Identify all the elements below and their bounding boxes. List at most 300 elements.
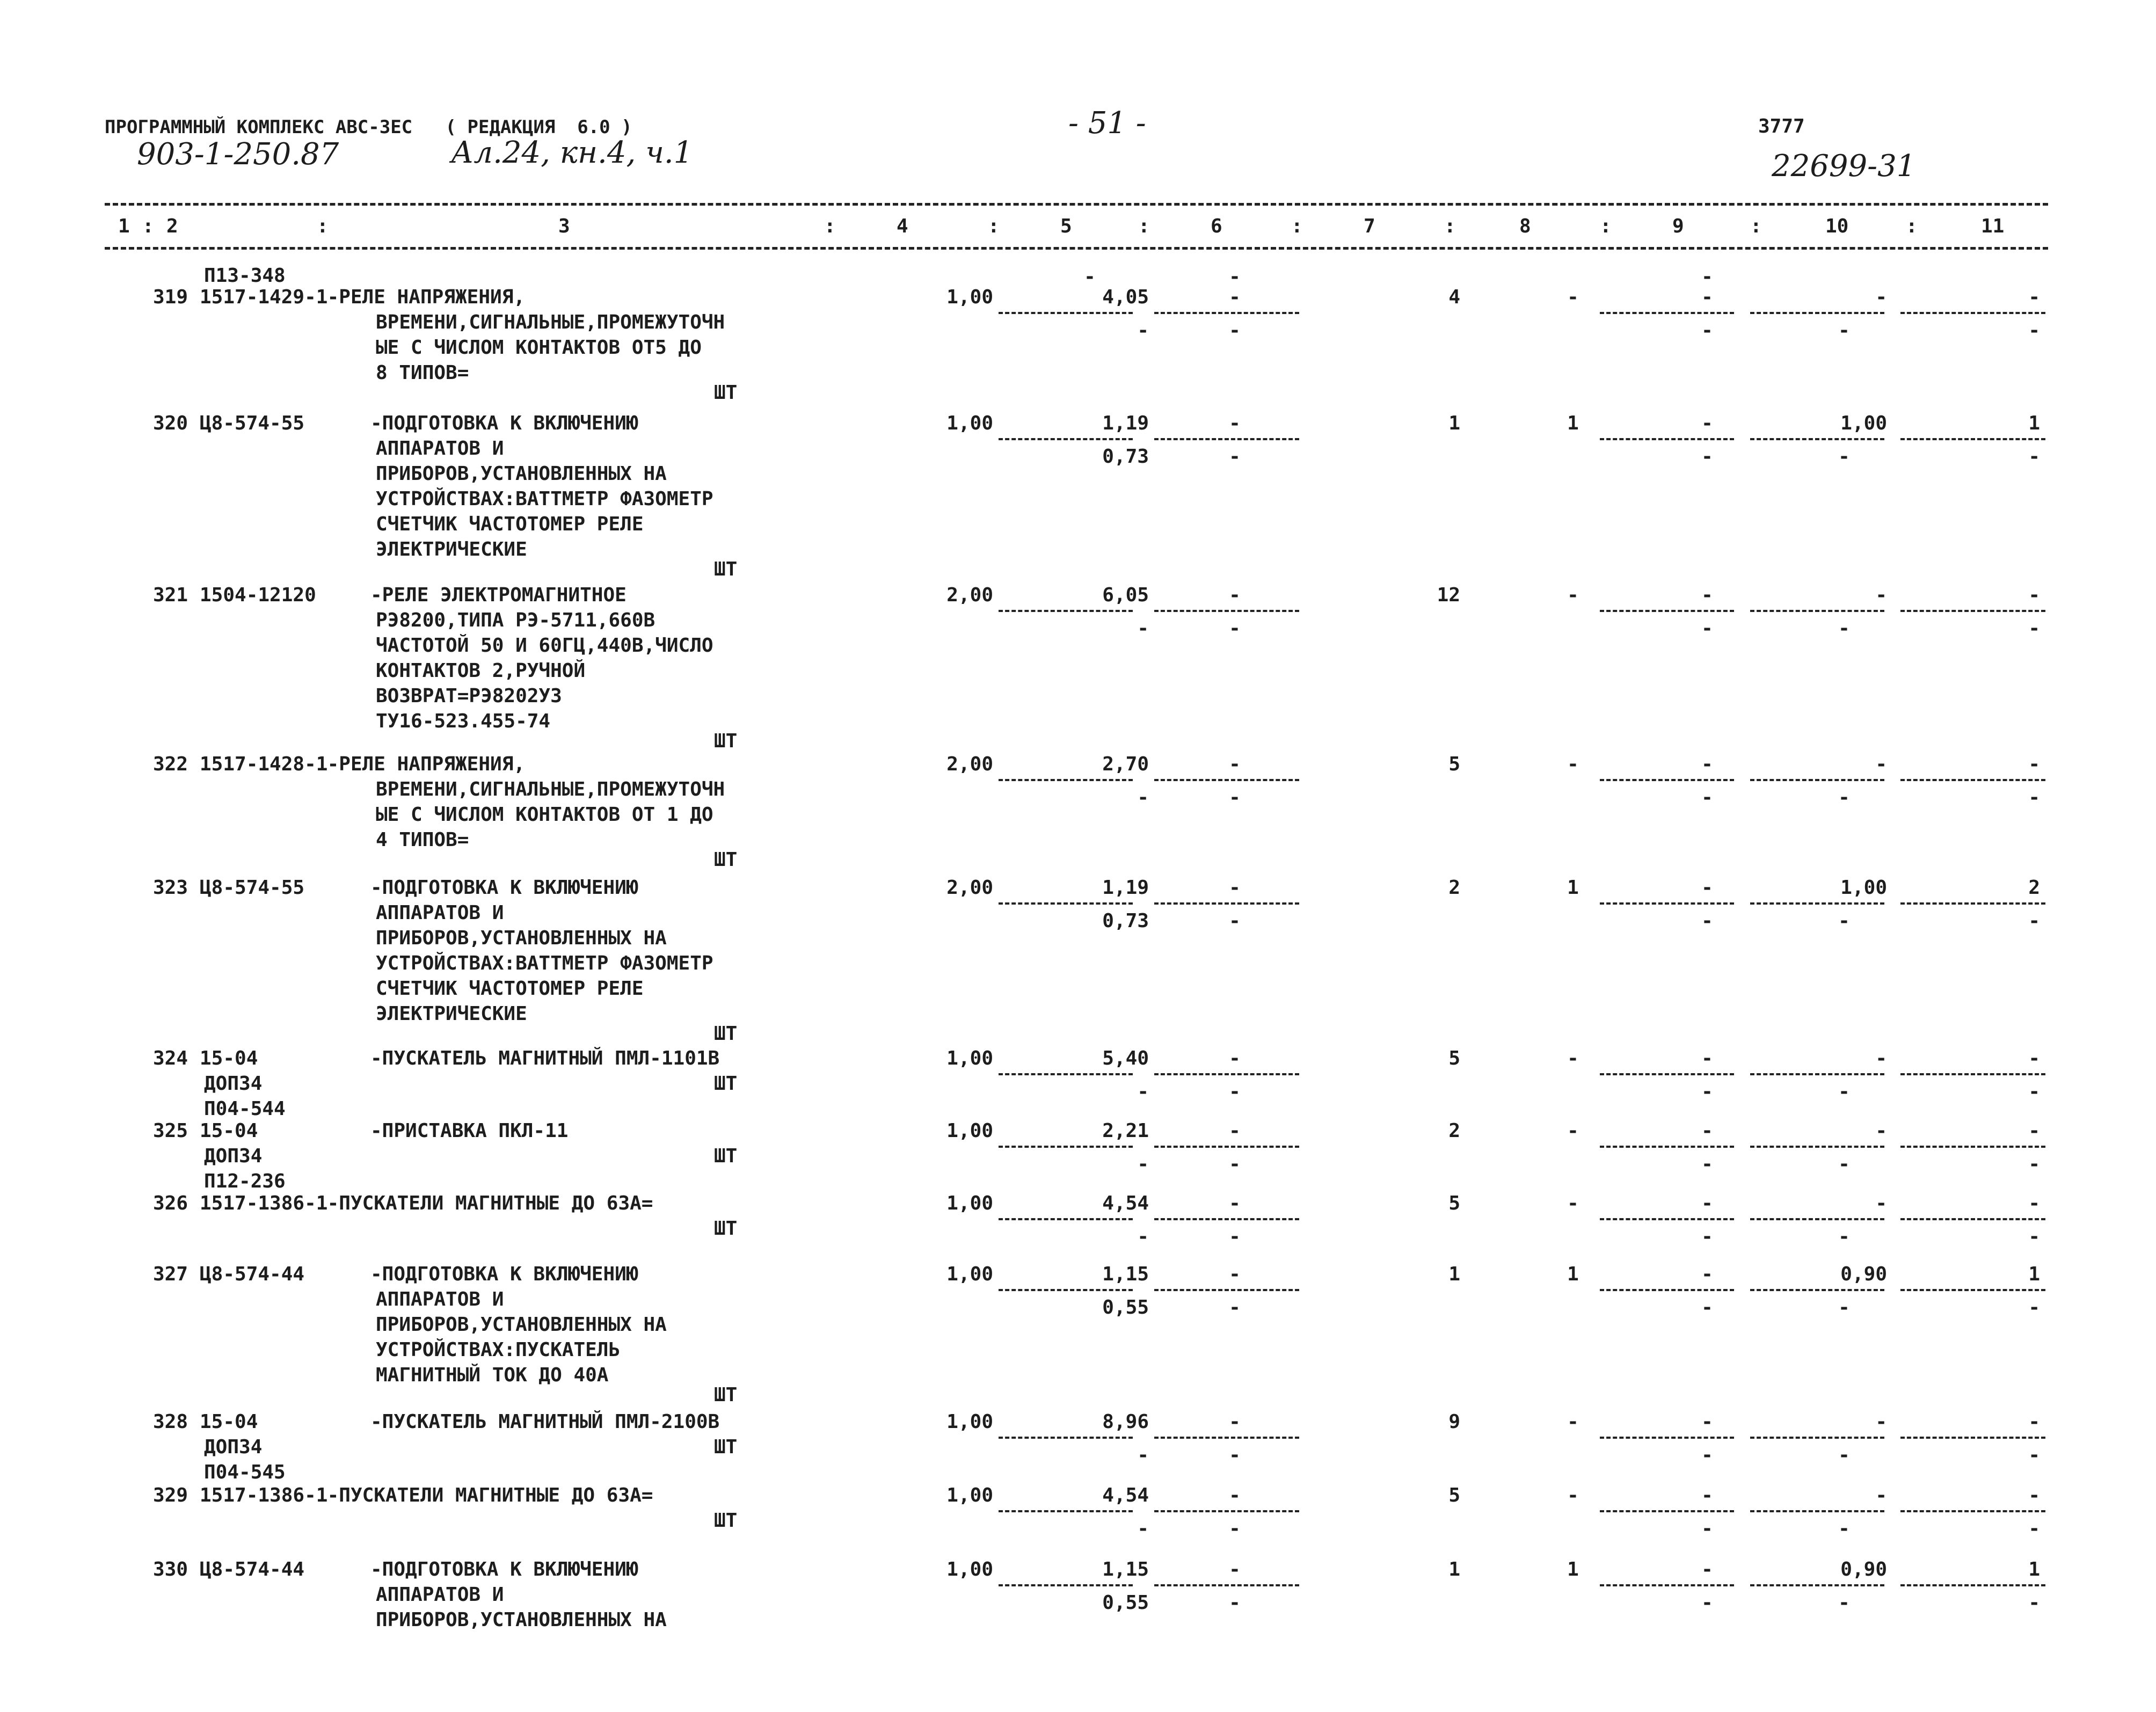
cell-col5: 1,19 [1102,412,1149,434]
cell-col8: - [1567,753,1579,775]
row-description-line: -ПОДГОТОВКА К ВКЛЮЧЕНИЮ [370,412,638,434]
cell-divider [999,1218,1133,1220]
row-code-supplement: П12-236 [204,1170,286,1192]
cell-divider [1900,1584,2045,1586]
cell-col7: 5 [1448,1484,1460,1506]
cell-col10-lower: - [1838,786,1850,808]
program-header: ПРОГРАММНЫЙ КОМПЛЕКС АВС-3ЕС ( РЕДАКЦИЯ 6.0 ) [105,116,632,138]
cell-col8: - [1567,1484,1579,1506]
header-top-rule [105,203,2048,206]
cell-col10-lower: - [1838,1592,1850,1614]
cell-col9: - [1701,1484,1713,1506]
cell-col5-lower: - [1137,617,1149,639]
column-header-11: 11 [1981,215,2005,237]
cell-col5-lower: - [1137,1444,1149,1466]
cell-col6: - [1229,412,1241,434]
row-code-supplement: ДОП34 [204,1145,263,1167]
cell-divider [1900,779,2045,781]
cell-col9: - [1701,1120,1713,1142]
cell-col8: - [1567,286,1579,308]
row-number: 329 [152,1484,188,1506]
cell-divider [999,1146,1133,1148]
cell-col5-lower: 0,55 [1102,1592,1149,1614]
cell-divider [1600,312,1734,314]
row-description-line: -ПОДГОТОВКА К ВКЛЮЧЕНИЮ [370,877,638,899]
cell-divider [1600,1437,1734,1439]
cell-divider [1154,312,1299,314]
cell-col7: 2 [1448,877,1460,899]
cell-divider [1154,1510,1299,1512]
cell-divider [1750,1289,1884,1291]
row-description-line: ПРИБОРОВ,УСТАНОВЛЕННЫХ НА [376,1314,667,1336]
cell-divider [999,1289,1133,1291]
cell-quantity: 1,00 [946,1120,993,1142]
row-number: 324 [152,1047,188,1069]
cell-col8: 1 [1567,877,1579,899]
cell-divider [1154,610,1299,612]
page-number: - 51 - [1068,106,1146,141]
cell-col5: 1,19 [1102,877,1149,899]
cell-col7: 1 [1448,1263,1460,1285]
row-description-line: ЭЛЕКТРИЧЕСКИЕ [376,538,527,560]
cell-col10: 1,00 [1840,877,1887,899]
cell-col5-lower: - [1137,1226,1149,1248]
cell-col9: - [1701,1558,1713,1580]
cell-col6: - [1229,877,1241,899]
column-header-4: 4 [897,215,908,237]
column-header-1: 1 [118,215,130,237]
cell-col5: 4,54 [1102,1192,1149,1214]
sheet-code: 3777 [1758,115,1805,137]
cell-col6: - [1229,1484,1241,1506]
cell-col10: - [1875,1411,1887,1433]
row-description-line: -ПУСКАТЕЛЬ МАГНИТНЫЙ ПМЛ-1101В [370,1047,720,1069]
row-description-line: 4 ТИПОВ= [376,829,469,851]
cell-col6-lower: - [1229,1153,1241,1175]
row-code: 15-04 [200,1120,258,1142]
cell-quantity: 1,00 [946,1484,993,1506]
cell-col5: 4,05 [1102,286,1149,308]
cell-col5-lower: - [1137,1081,1149,1103]
cell-col8: 1 [1567,1558,1579,1580]
cell-quantity: 2,00 [946,584,993,606]
row-description-line: ЭЛЕКТРИЧЕСКИЕ [376,1003,527,1025]
row-number: 326 [152,1192,188,1214]
cell-col8: 1 [1567,412,1579,434]
cell-divider [999,1510,1133,1512]
row-description-line: СЧЕТЧИК ЧАСТОТОМЕР РЕЛЕ [376,513,644,535]
cell-col8: 1 [1567,1263,1579,1285]
row-code: 1517-1386-1 [200,1192,328,1214]
row-description-line: ВРЕМЕНИ,СИГНАЛЬНЫЕ,ПРОМЕЖУТОЧН [376,311,725,333]
cell-quantity: 1,00 [946,1558,993,1580]
cell-col6: - [1229,286,1241,308]
cell-col5-lower: 0,73 [1102,446,1149,468]
row-description-line: -РЕЛЕ НАПРЯЖЕНИЯ, [327,753,526,775]
row-code-supplement: ДОП34 [204,1436,263,1458]
cell-quantity: 1,00 [946,1411,993,1433]
row-description-line: -РЕЛЕ НАПРЯЖЕНИЯ, [327,286,526,308]
cell-col9-lower: - [1701,1592,1713,1614]
column-header-3: 3 [558,215,570,237]
row-unit: ШТ [714,1023,738,1045]
row-code: 1517-1429-1 [200,286,328,308]
cell-divider [1600,1146,1734,1148]
cell-col6: - [1229,1192,1241,1214]
cell-col11: - [2028,1047,2040,1069]
cell-divider [1750,779,1884,781]
cell-col6-lower: - [1229,1518,1241,1540]
row-description-line: ЫЕ С ЧИСЛОМ КОНТАКТОВ ОТ 1 ДО [376,804,713,826]
cell-col10: - [1875,753,1887,775]
column-header-7: 7 [1364,215,1375,237]
cell-col9-lower: - [1701,1518,1713,1540]
row-unit: ШТ [714,1145,738,1167]
header-bottom-rule [105,247,2048,250]
cell-col11: - [2028,1120,2040,1142]
cell-divider [1900,312,2045,314]
cell-divider [1900,902,2045,905]
row-number: 325 [152,1120,188,1142]
cell-divider [1600,1218,1734,1220]
cell-col8: - [1567,1120,1579,1142]
cell-divider [1154,1073,1299,1075]
cell-col6-lower: - [1229,1444,1241,1466]
cell-col6-top: - [1229,266,1241,288]
cell-divider [1750,312,1884,314]
row-description-line: ПРИБОРОВ,УСТАНОВЛЕННЫХ НА [376,463,667,485]
cell-col9: - [1701,753,1713,775]
cell-col6: - [1229,1120,1241,1142]
row-number: 327 [152,1263,188,1285]
cell-divider [1600,1584,1734,1586]
row-code-supplement: П04-544 [204,1098,286,1120]
row-description-line: КОНТАКТОВ 2,РУЧНОЙ [376,660,586,682]
cell-divider [1750,1437,1884,1439]
cell-col6-lower: - [1229,319,1241,341]
row-unit: ШТ [714,558,738,580]
cell-col8: - [1567,1047,1579,1069]
row-code: 1517-1428-1 [200,753,328,775]
cell-divider [1154,1437,1299,1439]
row-description-line: -ПУСКАТЕЛИ МАГНИТНЫЕ ДО 63А= [327,1484,653,1506]
cell-col9: - [1701,1047,1713,1069]
row-description-line: СЧЕТЧИК ЧАСТОТОМЕР РЕЛЕ [376,978,644,1000]
row-unit: ШТ [714,1218,738,1240]
column-header-10: 10 [1825,215,1849,237]
row-number: 328 [152,1411,188,1433]
cell-col11: - [2028,584,2040,606]
row-description-line: АППАРАТОВ И [376,902,504,924]
cell-col10: - [1875,1120,1887,1142]
cell-col9: - [1701,1411,1713,1433]
row-description-line: УСТРОЙСТВАХ:ПУСКАТЕЛЬ [376,1339,621,1361]
row-description-line: УСТРОЙСТВАХ:ВАТТМЕТР ФАЗОМЕТР [376,952,713,974]
cell-col9-lower: - [1701,446,1713,468]
row-description-line: ПРИБОРОВ,УСТАНОВЛЕННЫХ НА [376,1609,667,1631]
cell-divider [999,902,1133,905]
cell-col10: - [1875,286,1887,308]
cell-col11: - [2028,1411,2040,1433]
row-description-line: -ПОДГОТОВКА К ВКЛЮЧЕНИЮ [370,1558,638,1580]
cell-col11-lower: - [2028,1592,2040,1614]
cell-col9-lower: - [1701,617,1713,639]
row-code: Ц8-574-44 [200,1558,305,1580]
cell-col11-lower: - [2028,1153,2040,1175]
row-unit: ШТ [714,382,738,404]
row-code: 1504-12120 [200,584,316,606]
cell-divider [1900,438,2045,440]
cell-divider [1600,1073,1734,1075]
cell-col6: - [1229,1411,1241,1433]
cell-col6: - [1229,1263,1241,1285]
row-unit: ШТ [714,1436,738,1458]
cell-col9: - [1701,1263,1713,1285]
row-number: 319 [152,286,188,308]
cell-col5-lower: - [1137,1518,1149,1540]
cell-col6-lower: - [1229,1081,1241,1103]
cell-col11-lower: - [2028,1226,2040,1248]
row-number: 321 [152,584,188,606]
cell-col5: 5,40 [1102,1047,1149,1069]
cell-col9: - [1701,412,1713,434]
cell-col9: - [1701,1192,1713,1214]
cell-col5: 8,96 [1102,1411,1149,1433]
cell-col6-lower: - [1229,1592,1241,1614]
row-description-line: 8 ТИПОВ= [376,362,469,384]
cell-col10-lower: - [1838,446,1850,468]
cell-divider [1750,1510,1884,1512]
cell-col11: 1 [2028,1263,2040,1285]
cell-col7: 12 [1437,584,1460,606]
cell-quantity: 1,00 [946,286,993,308]
row-number: 330 [152,1558,188,1580]
cell-col11-lower: - [2028,446,2040,468]
row-code: 15-04 [200,1047,258,1069]
cell-col10-lower: - [1838,1296,1850,1318]
cell-col8: - [1567,1192,1579,1214]
row-code-supplement: ДОП34 [204,1073,263,1095]
row-description-line: ВРЕМЕНИ,СИГНАЛЬНЫЕ,ПРОМЕЖУТОЧН [376,778,725,800]
cell-col6-lower: - [1229,446,1241,468]
cell-divider [1154,1584,1299,1586]
cell-col11-lower: - [2028,1081,2040,1103]
cell-col5: 2,70 [1102,753,1149,775]
cell-divider [999,1437,1133,1439]
cell-col9-lower: - [1701,1296,1713,1318]
cell-col10: 0,90 [1840,1263,1887,1285]
row-description-line: АППАРАТОВ И [376,1288,504,1310]
cell-col8: - [1567,1411,1579,1433]
cell-divider [999,779,1133,781]
row-description-line: МАГНИТНЫЙ ТОК ДО 40А [376,1364,609,1386]
row-description-line: -ПОДГОТОВКА К ВКЛЮЧЕНИЮ [370,1263,638,1285]
handwritten-sheet-number: 22699-31 [1772,149,1916,184]
cell-col10-lower: - [1838,1444,1850,1466]
cell-col5-lower: 0,73 [1102,910,1149,932]
cell-col11: - [2028,1192,2040,1214]
cell-col5: 2,21 [1102,1120,1149,1142]
cell-col9: - [1701,584,1713,606]
cell-divider [999,1584,1133,1586]
cell-col7: 9 [1448,1411,1460,1433]
cell-col5-lower: - [1137,786,1149,808]
cell-col9-lower: - [1701,1444,1713,1466]
cell-col7: 1 [1448,412,1460,434]
cell-quantity: 2,00 [946,877,993,899]
cell-col5: 4,54 [1102,1484,1149,1506]
row-description-line: ВОЗВРАТ=РЭ8202У3 [376,685,562,707]
cell-quantity: 1,00 [946,1047,993,1069]
cell-col8: - [1567,584,1579,606]
cell-col6-lower: - [1229,1226,1241,1248]
cell-col10: - [1875,1047,1887,1069]
cell-col5: 1,15 [1102,1558,1149,1580]
row-description-line: АППАРАТОВ И [376,438,504,460]
row-code: Ц8-574-55 [200,412,305,434]
cell-col10: - [1875,1484,1887,1506]
cell-divider [1154,902,1299,905]
cell-col9-lower: - [1701,319,1713,341]
cell-divider [1154,779,1299,781]
cell-col11: - [2028,753,2040,775]
row-description-line: -РЕЛЕ ЭЛЕКТРОМАГНИТНОЕ [370,584,627,606]
row-number: 322 [152,753,188,775]
cell-divider [1750,1584,1884,1586]
cell-col10-lower: - [1838,1153,1850,1175]
cell-divider [1154,438,1299,440]
handwritten-document-number: 903-1-250.87 [137,137,339,172]
row-description-line: АППАРАТОВ И [376,1584,504,1606]
cell-col10-lower: - [1838,1081,1850,1103]
cell-col5-lower: 0,55 [1102,1296,1149,1318]
cell-col11: 2 [2028,877,2040,899]
cell-col10: 0,90 [1840,1558,1887,1580]
row-description-line: ТУ16-523.455-74 [376,710,551,732]
cell-col11-lower: - [2028,617,2040,639]
column-header-6: 6 [1211,215,1222,237]
cell-divider [1900,1073,2045,1075]
row-description-line: ЫЕ С ЧИСЛОМ КОНТАКТОВ ОТ5 ДО [376,337,702,359]
cell-col10-lower: - [1838,1226,1850,1248]
column-header-5: 5 [1060,215,1072,237]
cell-col11: - [2028,1484,2040,1506]
cell-quantity: 2,00 [946,753,993,775]
row-code: 15-04 [200,1411,258,1433]
cell-divider [999,610,1133,612]
cell-divider [1600,902,1734,905]
column-header-8: 8 [1519,215,1531,237]
cell-col6: - [1229,584,1241,606]
row-unit: ШТ [714,849,738,871]
cell-col7: 1 [1448,1558,1460,1580]
row-number: 320 [152,412,188,434]
cell-col6-lower: - [1229,1296,1241,1318]
cell-col11-lower: - [2028,1296,2040,1318]
row-description-line: УСТРОЙСТВАХ:ВАТТМЕТР ФАЗОМЕТР [376,488,713,510]
cell-col9-lower: - [1701,910,1713,932]
row-description-line: ПРИБОРОВ,УСТАНОВЛЕННЫХ НА [376,927,667,949]
cell-col6: - [1229,1558,1241,1580]
cell-divider [1600,438,1734,440]
cell-col11: - [2028,286,2040,308]
cell-col11-lower: - [2028,786,2040,808]
handwritten-album-reference: Ал.24, кн.4, ч.1 [451,135,693,170]
cell-col10-lower: - [1838,910,1850,932]
cell-col9-lower: - [1701,786,1713,808]
cell-col10: 1,00 [1840,412,1887,434]
cell-quantity: 1,00 [946,1263,993,1285]
cell-col9-top: - [1701,266,1713,288]
cell-divider [1750,1218,1884,1220]
cell-divider [1900,1437,2045,1439]
column-header-2: 2 [166,215,178,237]
cell-col9: - [1701,286,1713,308]
row-code: Ц8-574-55 [200,877,305,899]
cell-divider [1750,902,1884,905]
cell-divider [1750,610,1884,612]
cell-divider [1900,1510,2045,1512]
cell-divider [1600,779,1734,781]
cell-divider [1600,610,1734,612]
cell-col6-lower: - [1229,910,1241,932]
cell-col9-lower: - [1701,1153,1713,1175]
cell-col11-lower: - [2028,319,2040,341]
cell-divider [1154,1146,1299,1148]
row-reference-code: П13-348 [204,265,286,287]
row-unit: ШТ [714,730,738,752]
cell-col6-lower: - [1229,786,1241,808]
cell-col9-lower: - [1701,1226,1713,1248]
cell-col10-lower: - [1838,617,1850,639]
row-description-line: -ПУСКАТЕЛИ МАГНИТНЫЕ ДО 63А= [327,1192,653,1214]
cell-divider [1154,1218,1299,1220]
row-code-supplement: П04-545 [204,1461,286,1483]
cell-col9: - [1701,877,1713,899]
row-unit: ШТ [714,1073,738,1095]
column-header-9: 9 [1672,215,1684,237]
row-description-line: -ПУСКАТЕЛЬ МАГНИТНЫЙ ПМЛ-2100В [370,1411,720,1433]
cell-col9-lower: - [1701,1081,1713,1103]
cell-col6: - [1229,1047,1241,1069]
cell-divider [999,1073,1133,1075]
row-description-line: -ПРИСТАВКА ПКЛ-11 [370,1120,569,1142]
row-code: 1517-1386-1 [200,1484,328,1506]
cell-divider [1750,1146,1884,1148]
cell-divider [1900,1289,2045,1291]
row-description-line: ЧАСТОТОЙ 50 И 60ГЦ,440В,ЧИСЛО [376,635,713,657]
cell-col5: 6,05 [1102,584,1149,606]
row-description-line: РЭ8200,ТИПА РЭ-5711,660В [376,609,655,631]
cell-col7: 4 [1448,286,1460,308]
cell-col7: 5 [1448,1047,1460,1069]
row-unit: ШТ [714,1384,738,1406]
cell-quantity: 1,00 [946,412,993,434]
cell-divider [1900,1146,2045,1148]
row-unit: ШТ [714,1510,738,1532]
cell-divider [1154,1289,1299,1291]
cell-col5-lower: - [1137,1153,1149,1175]
cell-col7: 2 [1448,1120,1460,1142]
cell-col10-lower: - [1838,319,1850,341]
cell-col6: - [1229,753,1241,775]
cell-col5-lower: - [1137,319,1149,341]
cell-divider [1600,1510,1734,1512]
cell-quantity: 1,00 [946,1192,993,1214]
cell-divider [999,312,1133,314]
cell-divider [1900,610,2045,612]
cell-col11: 1 [2028,1558,2040,1580]
